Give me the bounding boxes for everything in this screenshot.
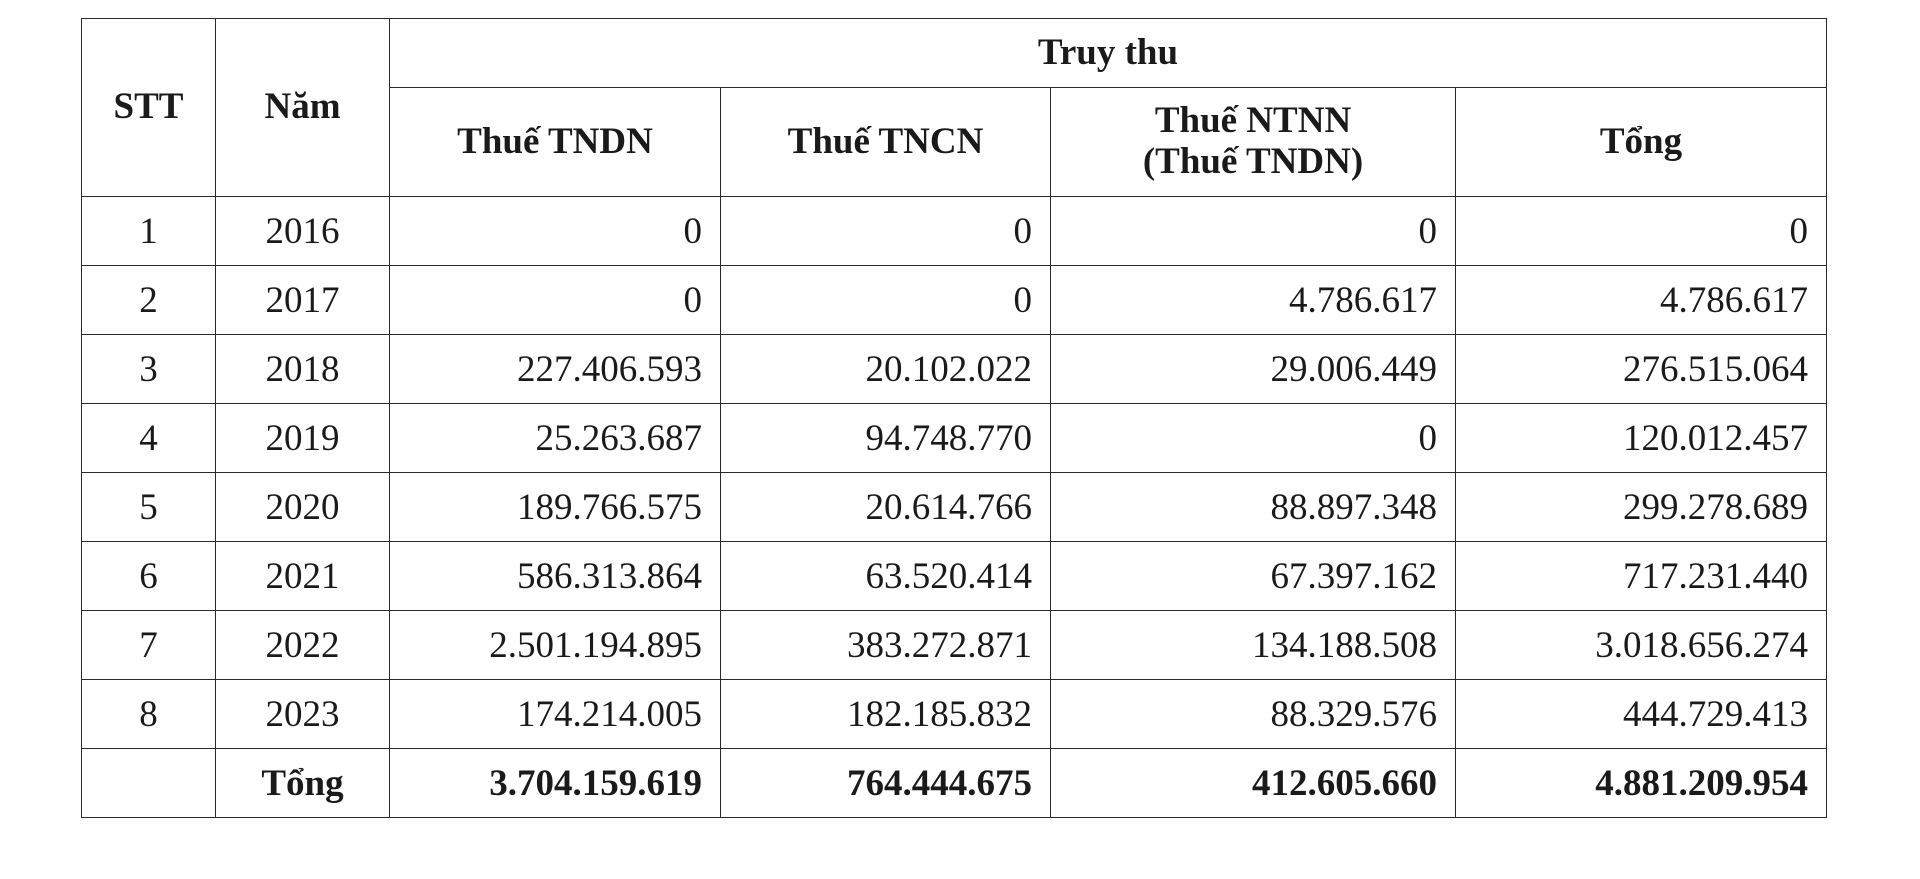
table-row — [82, 335, 1827, 404]
cell-tong: 444.729.413 — [1456, 680, 1827, 749]
cell-year: 2021 — [216, 542, 390, 611]
cell-thue-tncn: 182.185.832 — [721, 680, 1051, 749]
cell-thue-ntnn: 29.006.449 — [1051, 335, 1456, 404]
cell-stt: 6 — [82, 542, 216, 611]
header-year: Năm — [216, 19, 390, 197]
cell-thue-ntnn: 134.188.508 — [1051, 611, 1456, 680]
cell-thue-tndn: 227.406.593 — [390, 335, 721, 404]
cell-thue-tndn: 174.214.005 — [390, 680, 721, 749]
table-row — [82, 404, 1827, 473]
cell-stt: 4 — [82, 404, 216, 473]
tax-arrears-table — [81, 18, 1827, 818]
header-stt: STT — [82, 19, 216, 197]
cell-thue-ntnn: 88.897.348 — [1051, 473, 1456, 542]
cell-year: 2023 — [216, 680, 390, 749]
cell-year: 2020 — [216, 473, 390, 542]
cell-thue-tndn: 25.263.687 — [390, 404, 721, 473]
cell-thue-tncn: 63.520.414 — [721, 542, 1051, 611]
cell-thue-ntnn: 0 — [1051, 197, 1456, 266]
cell-tong: 4.786.617 — [1456, 266, 1827, 335]
total-tong: 4.881.209.954 — [1456, 749, 1827, 818]
cell-thue-ntnn: 4.786.617 — [1051, 266, 1456, 335]
table-row — [82, 266, 1827, 335]
table-row — [82, 611, 1827, 680]
cell-thue-tncn: 0 — [721, 266, 1051, 335]
cell-stt: 2 — [82, 266, 216, 335]
header-thue-ntnn-line1: Thuế NTNN — [1154, 100, 1352, 142]
header-group-truy-thu: Truy thu — [390, 19, 1827, 88]
cell-thue-ntnn: 0 — [1051, 404, 1456, 473]
cell-year: 2018 — [216, 335, 390, 404]
header-thue-ntnn — [1051, 88, 1456, 197]
header-thue-tncn: Thuế TNCN — [721, 88, 1051, 197]
cell-tong: 3.018.656.274 — [1456, 611, 1827, 680]
cell-stt-empty — [82, 749, 216, 818]
header-thue-ntnn-line2: (Thuế TNDN) — [1142, 141, 1364, 182]
cell-thue-tndn: 0 — [390, 197, 721, 266]
cell-stt: 7 — [82, 611, 216, 680]
header-thue-tndn: Thuế TNDN — [390, 88, 721, 197]
total-thue-ntnn: 412.605.660 — [1051, 749, 1456, 818]
cell-tong: 299.278.689 — [1456, 473, 1827, 542]
cell-thue-tndn: 2.501.194.895 — [390, 611, 721, 680]
cell-year: 2019 — [216, 404, 390, 473]
table-row — [82, 473, 1827, 542]
cell-thue-tncn: 20.614.766 — [721, 473, 1051, 542]
cell-thue-tncn: 94.748.770 — [721, 404, 1051, 473]
cell-year: 2017 — [216, 266, 390, 335]
cell-stt: 5 — [82, 473, 216, 542]
cell-tong: 0 — [1456, 197, 1827, 266]
table-row — [82, 197, 1827, 266]
cell-thue-tncn: 20.102.022 — [721, 335, 1051, 404]
cell-tong: 717.231.440 — [1456, 542, 1827, 611]
cell-thue-tndn: 586.313.864 — [390, 542, 721, 611]
cell-thue-tndn: 189.766.575 — [390, 473, 721, 542]
cell-stt: 1 — [82, 197, 216, 266]
cell-year: 2022 — [216, 611, 390, 680]
cell-tong: 120.012.457 — [1456, 404, 1827, 473]
cell-thue-tncn: 0 — [721, 197, 1051, 266]
total-thue-tndn: 3.704.159.619 — [390, 749, 721, 818]
total-row — [82, 749, 1827, 818]
cell-stt: 8 — [82, 680, 216, 749]
cell-stt: 3 — [82, 335, 216, 404]
cell-thue-tncn: 383.272.871 — [721, 611, 1051, 680]
table-row — [82, 680, 1827, 749]
total-label: Tổng — [216, 749, 390, 818]
header-tong: Tổng — [1456, 88, 1827, 197]
cell-tong: 276.515.064 — [1456, 335, 1827, 404]
total-thue-tncn: 764.444.675 — [721, 749, 1051, 818]
table-row — [82, 542, 1827, 611]
cell-thue-ntnn: 88.329.576 — [1051, 680, 1456, 749]
cell-thue-ntnn: 67.397.162 — [1051, 542, 1456, 611]
cell-thue-tndn: 0 — [390, 266, 721, 335]
cell-year: 2016 — [216, 197, 390, 266]
